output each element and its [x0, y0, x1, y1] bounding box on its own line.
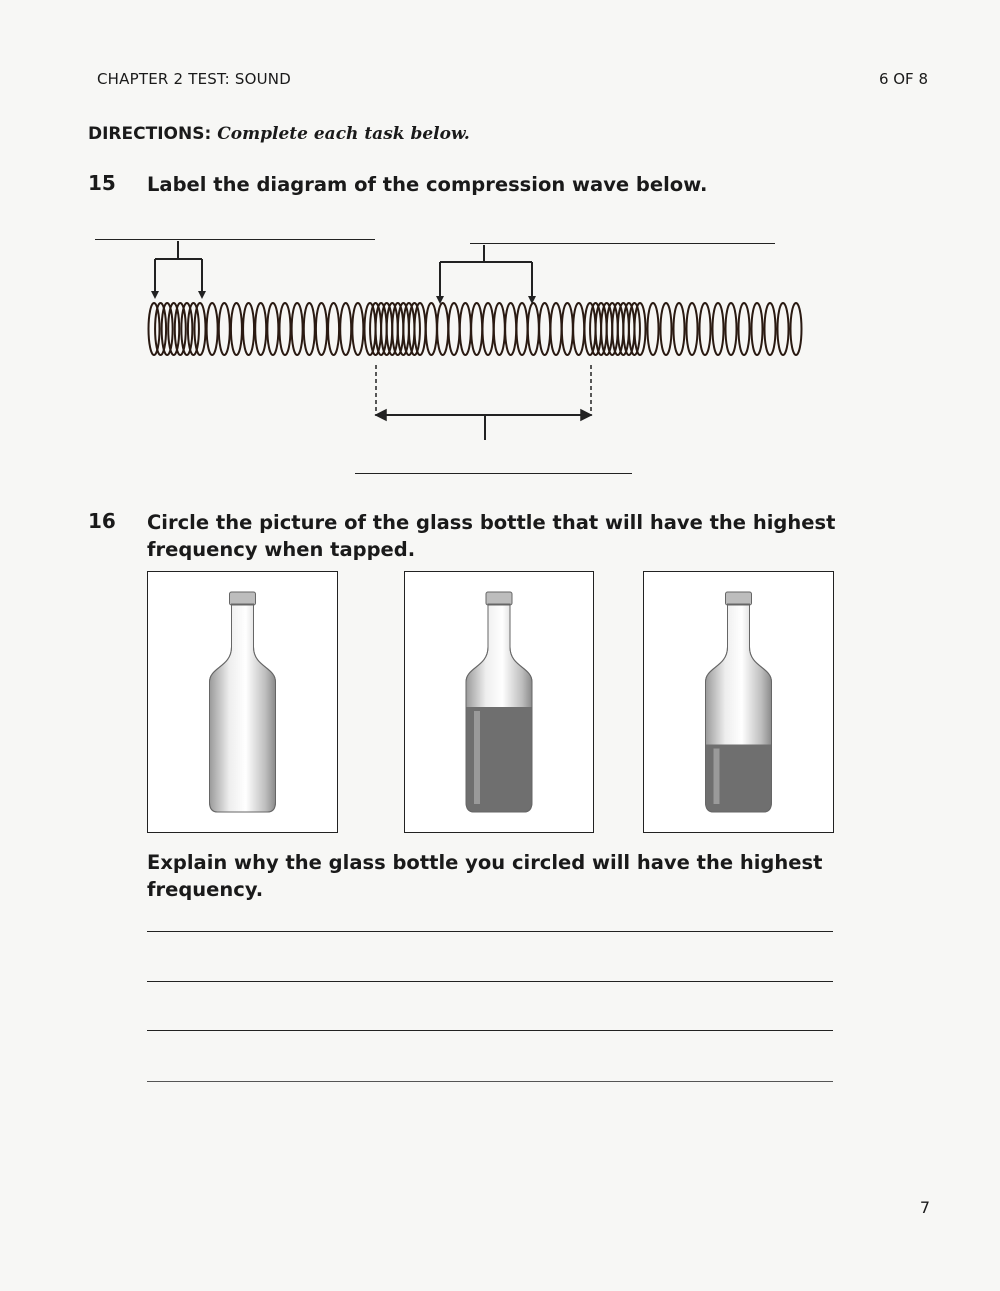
- answer-line-3[interactable]: [147, 1030, 833, 1031]
- answer-line-2[interactable]: [147, 981, 833, 982]
- spring-coil: [267, 303, 278, 355]
- spring-coil: [528, 303, 539, 355]
- spring-coils: [149, 303, 802, 355]
- page-counter: 6 OF 8: [878, 70, 928, 88]
- explain-line2: frequency.: [147, 878, 264, 901]
- directions-label: DIRECTIONS:: [88, 124, 212, 144]
- bottle-half-full-icon: [644, 572, 833, 832]
- rarefaction-bracket: [440, 245, 532, 300]
- spring-coil: [155, 303, 166, 355]
- answer-line-1[interactable]: [147, 931, 833, 932]
- spring-coil: [188, 303, 199, 355]
- spring-coil: [778, 303, 789, 355]
- spring-coil: [328, 303, 339, 355]
- spring-coil: [316, 303, 327, 355]
- spring-coil: [243, 303, 254, 355]
- spring-coil: [539, 303, 550, 355]
- spring-coil: [460, 303, 471, 355]
- question-16-line1: Circle the picture of the glass bottle that will have the highest: [147, 511, 836, 534]
- answer-line-4[interactable]: [147, 1081, 833, 1082]
- spring-coil: [207, 303, 218, 355]
- spring-coil: [700, 303, 711, 355]
- spring-coil: [726, 303, 737, 355]
- spring-coil: [280, 303, 291, 355]
- bottle-mostly-full-icon: [405, 572, 593, 832]
- spring-coil: [219, 303, 230, 355]
- spring-coil: [340, 303, 351, 355]
- question-16-text: [147, 509, 835, 563]
- wavelength-marker: [376, 365, 591, 440]
- bottle-option-half-full[interactable]: [643, 571, 834, 833]
- page-number: 7: [919, 1198, 930, 1217]
- spring-coil: [674, 303, 685, 355]
- spring-coil: [149, 303, 160, 355]
- spring-coil: [471, 303, 482, 355]
- spring-coil: [304, 303, 315, 355]
- spring-coil: [739, 303, 750, 355]
- question-16-line2: frequency when tapped.: [147, 538, 416, 561]
- spring-coil: [551, 303, 562, 355]
- spring-coil: [687, 303, 698, 355]
- spring-coil: [791, 303, 802, 355]
- explain-prompt: [147, 849, 822, 903]
- spring-coil: [292, 303, 303, 355]
- spring-coil: [505, 303, 516, 355]
- spring-coil: [449, 303, 460, 355]
- spring-coil: [181, 303, 192, 355]
- bottle-option-empty[interactable]: [147, 571, 338, 833]
- spring-coil: [752, 303, 763, 355]
- spring-coil: [195, 303, 206, 355]
- question-16-number: 16: [88, 509, 116, 533]
- compression-bracket: [155, 241, 202, 295]
- spring-coil: [562, 303, 573, 355]
- directions-text: Complete each task below.: [217, 124, 470, 144]
- spring-coil: [426, 303, 437, 355]
- question-15-text: Label the diagram of the compression wave below.: [147, 173, 708, 196]
- spring-coil: [713, 303, 724, 355]
- spring-coil: [517, 303, 528, 355]
- explain-line1: Explain why the glass bottle you circled will have the highest: [147, 851, 823, 874]
- spring-coil: [352, 303, 363, 355]
- spring-coil: [175, 303, 186, 355]
- spring-coil: [168, 303, 179, 355]
- chapter-title: CHAPTER 2 TEST: SOUND: [97, 70, 291, 88]
- spring-coil: [483, 303, 494, 355]
- spring-coil: [494, 303, 505, 355]
- bottle-empty-icon: [148, 572, 337, 832]
- spring-coil: [255, 303, 266, 355]
- spring-coil: [573, 303, 584, 355]
- spring-coil: [648, 303, 659, 355]
- spring-coil: [437, 303, 448, 355]
- spring-coil: [231, 303, 242, 355]
- spring-coil: [162, 303, 173, 355]
- compression-wave-diagram: [0, 0, 1000, 480]
- spring-coil: [765, 303, 776, 355]
- question-15-number: 15: [88, 171, 116, 195]
- bottle-option-mostly-full[interactable]: [404, 571, 594, 833]
- spring-coil: [661, 303, 672, 355]
